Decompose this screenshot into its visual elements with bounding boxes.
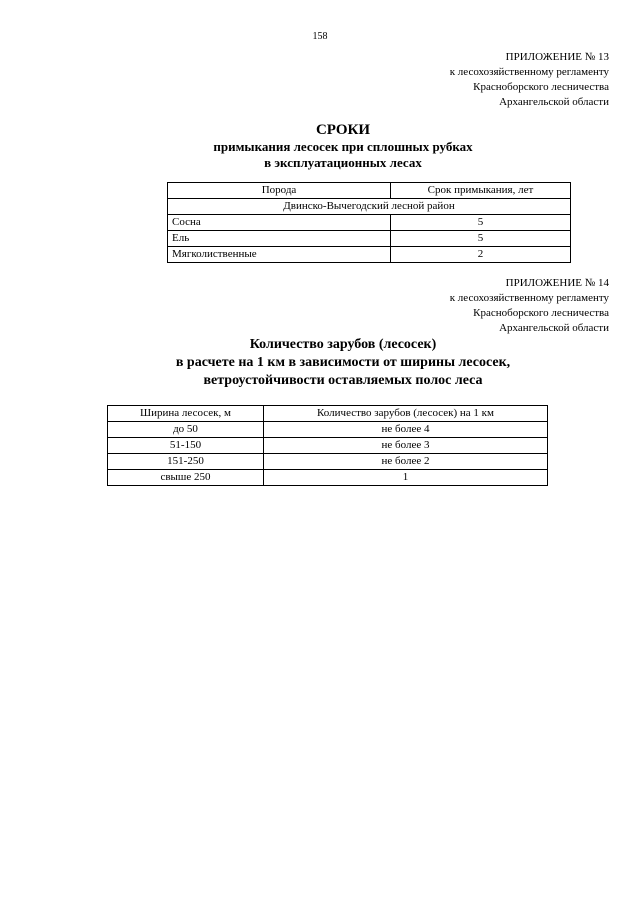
count-cell: не более 2 — [264, 454, 548, 470]
table-13 — [167, 182, 571, 263]
count-cell: 1 — [264, 470, 548, 486]
appendix-line: к лесохозяйственному регламенту — [449, 66, 609, 78]
table-row — [168, 199, 571, 215]
appendix-14-header — [450, 276, 609, 336]
table-row — [108, 454, 548, 470]
term-cell: 5 — [391, 215, 571, 231]
appendix-line: Красноборского лесничества — [473, 307, 609, 319]
table-header-row — [168, 183, 571, 199]
table-13-title — [0, 122, 640, 171]
title-main: СРОКИ — [315, 122, 371, 138]
table-header-row — [108, 406, 548, 422]
term-cell: 2 — [391, 247, 571, 263]
table-row — [168, 215, 571, 231]
title-line: Количество зарубов (лесосек) — [249, 337, 437, 352]
region-cell: Двинско-Вычегодский лесной район — [168, 199, 571, 215]
table-14 — [107, 405, 548, 486]
appendix-line: Архангельской области — [499, 96, 609, 108]
page-number: 158 — [312, 31, 328, 42]
table-14-title — [0, 336, 640, 390]
appendix-line: Красноборского лесничества — [473, 81, 609, 93]
appendix-line: к лесохозяйственному регламенту — [449, 292, 609, 304]
species-cell: Сосна — [168, 215, 391, 231]
column-header: Ширина лесосек, м — [108, 406, 264, 422]
count-cell: не более 4 — [264, 422, 548, 438]
column-header: Порода — [168, 183, 391, 199]
column-header: Срок примыкания, лет — [391, 183, 571, 199]
count-cell: не более 3 — [264, 438, 548, 454]
title-line: ветроустойчивости оставляемых полос леса — [203, 373, 483, 388]
table-row — [108, 438, 548, 454]
width-cell: до 50 — [108, 422, 264, 438]
width-cell: 51-150 — [108, 438, 264, 454]
table-row — [108, 422, 548, 438]
table-row — [108, 470, 548, 486]
width-cell: свыше 250 — [108, 470, 264, 486]
species-cell: Мягколиственные — [168, 247, 391, 263]
appendix-number: ПРИЛОЖЕНИЕ № 14 — [505, 277, 609, 289]
title-line: в эксплуатационных лесах — [264, 155, 422, 170]
table-row — [168, 231, 571, 247]
species-cell: Ель — [168, 231, 391, 247]
term-cell: 5 — [391, 231, 571, 247]
title-line: примыкания лесосек при сплошных рубках — [213, 139, 473, 154]
title-line: в расчете на 1 км в зависимости от ширины лесосек, — [175, 355, 511, 370]
appendix-number: ПРИЛОЖЕНИЕ № 13 — [505, 51, 609, 63]
appendix-line: Архангельской области — [499, 322, 609, 334]
table-row — [168, 247, 571, 263]
width-cell: 151-250 — [108, 454, 264, 470]
column-header: Количество зарубов (лесосек) на 1 км — [264, 406, 548, 422]
appendix-13-header — [450, 50, 609, 110]
